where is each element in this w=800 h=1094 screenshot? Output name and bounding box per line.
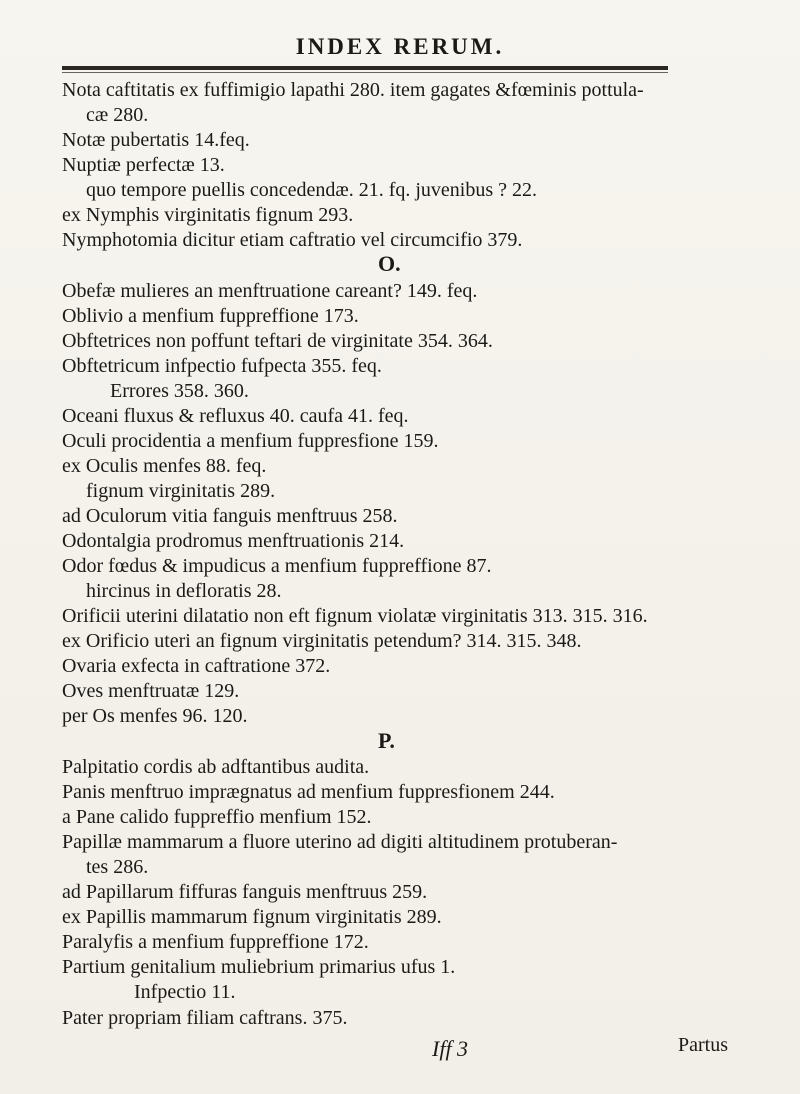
index-entry: Infpectio 11. bbox=[134, 981, 236, 1003]
index-entry: Ovaria exfecta in caftratione 372. bbox=[62, 655, 331, 677]
index-entry: Oves menftruatæ 129. bbox=[62, 680, 240, 702]
index-entry: Odor fœdus & impudicus a menfium fuppreffione 87. bbox=[62, 555, 492, 577]
header-rule-thin bbox=[62, 72, 668, 73]
index-entry: Obefæ mulieres an menftruatione careant? 149. feq. bbox=[62, 280, 478, 302]
index-entry: Palpitatio cordis ab adftantibus audita. bbox=[62, 756, 370, 778]
index-entry: Orificii uterini dilatatio non eft fignum violatæ virginitatis 313. 315. 316. bbox=[62, 605, 648, 627]
index-entry: Oceani fluxus & refluxus 40. caufa 41. feq. bbox=[62, 405, 409, 427]
index-entry: Odontalgia prodromus menftruationis 214. bbox=[62, 530, 405, 552]
index-entry: Notæ pubertatis 14.feq. bbox=[62, 129, 250, 151]
index-entry: ex Nymphis virginitatis fignum 293. bbox=[62, 204, 354, 226]
index-entry: ex Oculis menfes 88. feq. bbox=[62, 455, 267, 477]
catchword: Partus bbox=[678, 1034, 728, 1056]
index-entry: ad Papillarum fiffuras fanguis menftruus 259. bbox=[62, 881, 428, 903]
header-rule bbox=[62, 66, 668, 70]
index-entry: Obftetricum infpectio fufpecta 355. feq. bbox=[62, 355, 382, 377]
index-entry: Pater propriam filiam caftrans. 375. bbox=[62, 1007, 348, 1029]
index-entry: ex Papillis mammarum fignum virginitatis 289. bbox=[62, 906, 442, 928]
index-entry: ad Oculorum vitia fanguis menftruus 258. bbox=[62, 505, 398, 527]
index-entry: a Pane calido fuppreffio menfium 152. bbox=[62, 806, 372, 828]
index-entry: Oculi procidentia a menfium fuppresfione 159. bbox=[62, 430, 439, 452]
index-entry: Nymphotomia dicitur etiam caftratio vel circumcifio 379. bbox=[62, 229, 523, 251]
index-entry: quo tempore puellis concedendæ. 21. fq. juvenibus ? 22. bbox=[86, 179, 538, 201]
running-head: INDEX RERUM. bbox=[295, 34, 505, 59]
index-entry: Nuptiæ perfectæ 13. bbox=[62, 154, 225, 176]
index-entry: Papillæ mammarum a fluore uterino ad digiti altitudinem protuberan- bbox=[62, 831, 618, 853]
index-entry: per Os menfes 96. 120. bbox=[62, 705, 248, 727]
index-entry: Panis menftruo imprægnatus ad menfium fuppresfionem 244. bbox=[62, 781, 555, 803]
signature-mark: Iff 3 bbox=[432, 1036, 469, 1061]
index-entry: Errores 358. 360. bbox=[110, 380, 249, 402]
section-letter-p: P. bbox=[378, 728, 395, 753]
index-entry: Oblivio a menfium fuppreffione 173. bbox=[62, 305, 359, 327]
section-letter-o: O. bbox=[378, 251, 401, 276]
index-entry: Obftetrices non poffunt teftari de virginitate 354. 364. bbox=[62, 330, 493, 352]
index-entry: ex Orificio uteri an fignum virginitatis petendum? 314. 315. 348. bbox=[62, 630, 582, 652]
index-entry: fignum virginitatis 289. bbox=[86, 480, 276, 502]
index-entry: hircinus in defloratis 28. bbox=[86, 580, 282, 602]
index-entry: tes 286. bbox=[86, 856, 149, 878]
index-entry: Nota caftitatis ex fuffimigio lapathi 280. item gagates &fœminis pottula- bbox=[62, 79, 644, 101]
index-entry: Paralyfis a menfium fuppreffione 172. bbox=[62, 931, 369, 953]
index-entry: Partium genitalium muliebrium primarius ufus 1. bbox=[62, 956, 456, 978]
index-entry: cæ 280. bbox=[86, 104, 149, 126]
